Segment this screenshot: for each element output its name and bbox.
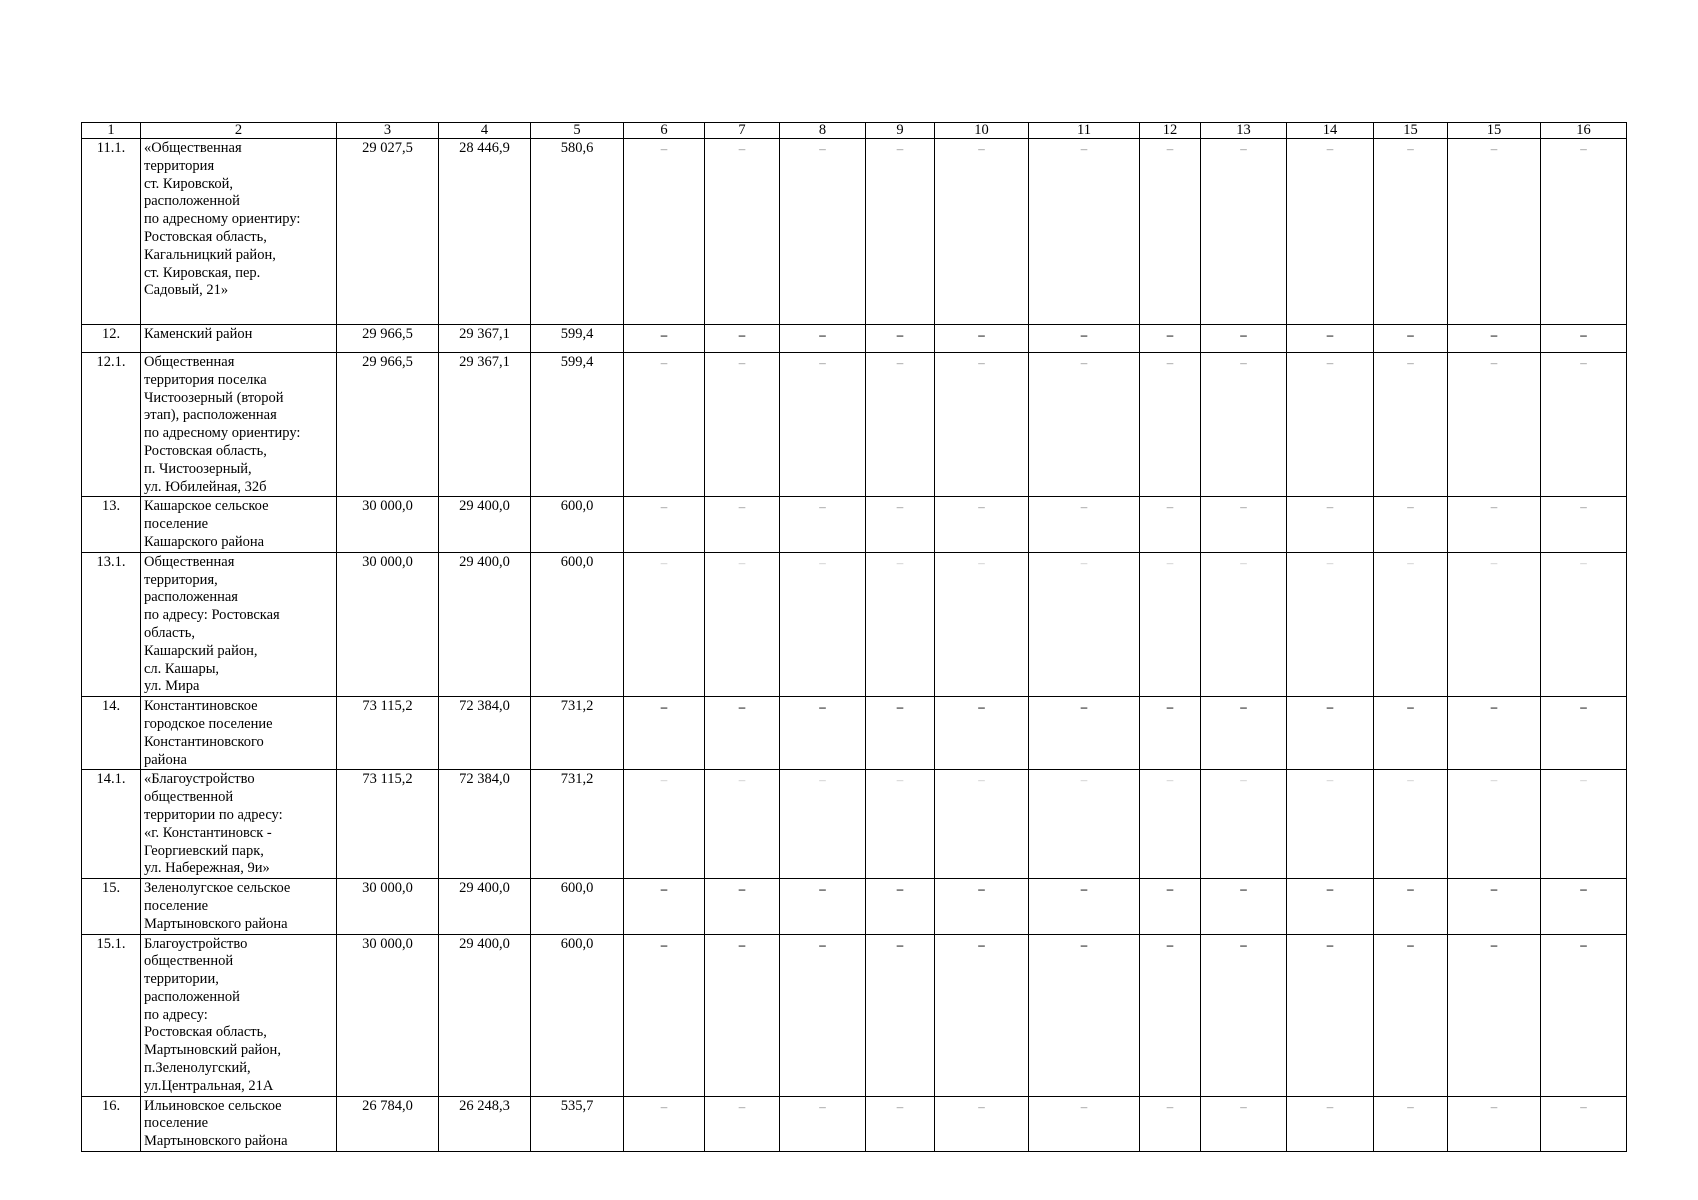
empty-dash-cell: – [780, 139, 866, 325]
table-row [82, 497, 1627, 552]
empty-dash-cell: – [935, 139, 1029, 325]
empty-dash-cell: – [866, 934, 935, 1096]
column-header: 8 [780, 123, 866, 139]
empty-dash-cell: – [624, 497, 705, 552]
empty-dash-cell: – [1448, 552, 1541, 696]
empty-dash-cell: – [1029, 139, 1140, 325]
empty-dash-cell: – [624, 353, 705, 497]
empty-dash-cell: – [1140, 879, 1201, 934]
empty-dash-cell: – [1374, 1096, 1448, 1151]
row-number-cell: 11.1. [82, 139, 141, 325]
empty-dash-cell: – [624, 1096, 705, 1151]
row-number-cell: 12. [82, 325, 141, 353]
column-header: 3 [337, 123, 439, 139]
empty-dash-cell: – [1287, 697, 1374, 770]
empty-dash-cell: – [624, 552, 705, 696]
empty-dash-cell: – [1448, 879, 1541, 934]
empty-dash-cell: – [1201, 934, 1287, 1096]
empty-dash-cell: – [866, 1096, 935, 1151]
empty-dash-cell: – [1374, 697, 1448, 770]
value-col3-cell: 29 966,5 [337, 353, 439, 497]
empty-dash-cell: – [1374, 934, 1448, 1096]
table-row [82, 552, 1627, 696]
empty-dash-cell: – [1140, 770, 1201, 879]
table-row [82, 770, 1627, 879]
row-name-cell: Общественная территория, расположенная по адресу: Ростовская область, Кашарский район, сл. Кашары, ул. Мира [141, 552, 337, 696]
empty-dash-cell: – [1201, 1096, 1287, 1151]
empty-dash-cell: – [1140, 497, 1201, 552]
empty-dash-cell: – [1374, 879, 1448, 934]
empty-dash-cell: – [780, 770, 866, 879]
value-col4-cell: 29 367,1 [439, 325, 531, 353]
empty-dash-cell: – [935, 770, 1029, 879]
empty-dash-cell: – [935, 934, 1029, 1096]
empty-dash-cell: – [705, 353, 780, 497]
value-col5-cell: 580,6 [531, 139, 624, 325]
empty-dash-cell: – [1541, 934, 1627, 1096]
empty-dash-cell: – [1374, 139, 1448, 325]
table-row [82, 139, 1627, 325]
column-header: 13 [1201, 123, 1287, 139]
value-col4-cell: 29 400,0 [439, 879, 531, 934]
empty-dash-cell: – [1029, 1096, 1140, 1151]
empty-dash-cell: – [1448, 697, 1541, 770]
value-col3-cell: 29 027,5 [337, 139, 439, 325]
value-col5-cell: 731,2 [531, 770, 624, 879]
empty-dash-cell: – [1201, 353, 1287, 497]
empty-dash-cell: – [1541, 1096, 1627, 1151]
empty-dash-cell: – [1029, 552, 1140, 696]
empty-dash-cell: – [1541, 552, 1627, 696]
empty-dash-cell: – [1140, 934, 1201, 1096]
empty-dash-cell: – [1201, 879, 1287, 934]
empty-dash-cell: – [866, 879, 935, 934]
empty-dash-cell: – [935, 325, 1029, 353]
empty-dash-cell: – [935, 697, 1029, 770]
empty-dash-cell: – [780, 325, 866, 353]
value-col4-cell: 26 248,3 [439, 1096, 531, 1151]
empty-dash-cell: – [780, 697, 866, 770]
empty-dash-cell: – [780, 934, 866, 1096]
empty-dash-cell: – [1029, 325, 1140, 353]
column-header: 11 [1029, 123, 1140, 139]
empty-dash-cell: – [780, 1096, 866, 1151]
empty-dash-cell: – [1374, 497, 1448, 552]
empty-dash-cell: – [1029, 697, 1140, 770]
empty-dash-cell: – [1541, 139, 1627, 325]
empty-dash-cell: – [1287, 552, 1374, 696]
empty-dash-cell: – [1201, 697, 1287, 770]
empty-dash-cell: – [705, 934, 780, 1096]
empty-dash-cell: – [705, 697, 780, 770]
empty-dash-cell: – [1448, 497, 1541, 552]
empty-dash-cell: – [1140, 139, 1201, 325]
value-col4-cell: 29 400,0 [439, 934, 531, 1096]
value-col5-cell: 600,0 [531, 497, 624, 552]
empty-dash-cell: – [780, 497, 866, 552]
empty-dash-cell: – [705, 497, 780, 552]
table-row [82, 353, 1627, 497]
column-number-row [82, 123, 1627, 139]
value-col4-cell: 28 446,9 [439, 139, 531, 325]
empty-dash-cell: – [1374, 325, 1448, 353]
value-col3-cell: 30 000,0 [337, 497, 439, 552]
empty-dash-cell: – [780, 879, 866, 934]
empty-dash-cell: – [1448, 1096, 1541, 1151]
value-col3-cell: 30 000,0 [337, 552, 439, 696]
column-header: 6 [624, 123, 705, 139]
empty-dash-cell: – [1140, 1096, 1201, 1151]
empty-dash-cell: – [1140, 353, 1201, 497]
empty-dash-cell: – [1448, 139, 1541, 325]
empty-dash-cell: – [1287, 1096, 1374, 1151]
empty-dash-cell: – [935, 879, 1029, 934]
empty-dash-cell: – [866, 325, 935, 353]
value-col5-cell: 600,0 [531, 552, 624, 696]
value-col3-cell: 30 000,0 [337, 879, 439, 934]
empty-dash-cell: – [935, 1096, 1029, 1151]
value-col5-cell: 731,2 [531, 697, 624, 770]
table-row [82, 934, 1627, 1096]
row-name-cell: Константиновское городское поселение Константиновского района [141, 697, 337, 770]
column-header: 7 [705, 123, 780, 139]
value-col5-cell: 600,0 [531, 879, 624, 934]
row-name-cell: «Общественная территория ст. Кировской, расположенной по адресному ориентиру: Ростовская область, Кагальницкий район, ст. Кировская, пер. Садовый, 21» [141, 139, 337, 325]
row-name-cell: Кашарское сельское поселение Кашарского района [141, 497, 337, 552]
row-number-cell: 14.1. [82, 770, 141, 879]
empty-dash-cell: – [1140, 697, 1201, 770]
empty-dash-cell: – [1541, 697, 1627, 770]
value-col5-cell: 599,4 [531, 353, 624, 497]
empty-dash-cell: – [866, 697, 935, 770]
empty-dash-cell: – [624, 934, 705, 1096]
value-col5-cell: 535,7 [531, 1096, 624, 1151]
empty-dash-cell: – [866, 497, 935, 552]
empty-dash-cell: – [1201, 770, 1287, 879]
table-row [82, 325, 1627, 353]
empty-dash-cell: – [1287, 353, 1374, 497]
empty-dash-cell: – [624, 325, 705, 353]
empty-dash-cell: – [1374, 552, 1448, 696]
row-number-cell: 13.1. [82, 552, 141, 696]
empty-dash-cell: – [705, 879, 780, 934]
empty-dash-cell: – [866, 770, 935, 879]
empty-dash-cell: – [1029, 353, 1140, 497]
empty-dash-cell: – [1140, 552, 1201, 696]
empty-dash-cell: – [1448, 325, 1541, 353]
value-col3-cell: 29 966,5 [337, 325, 439, 353]
empty-dash-cell: – [1374, 770, 1448, 879]
row-number-cell: 14. [82, 697, 141, 770]
column-header: 14 [1287, 123, 1374, 139]
empty-dash-cell: – [1029, 934, 1140, 1096]
value-col3-cell: 73 115,2 [337, 770, 439, 879]
value-col4-cell: 29 367,1 [439, 353, 531, 497]
empty-dash-cell: – [866, 552, 935, 696]
empty-dash-cell: – [1029, 497, 1140, 552]
empty-dash-cell: – [1448, 353, 1541, 497]
row-number-cell: 15. [82, 879, 141, 934]
row-number-cell: 16. [82, 1096, 141, 1151]
empty-dash-cell: – [1287, 934, 1374, 1096]
row-name-cell: Ильиновское сельское поселение Мартыновского района [141, 1096, 337, 1151]
column-header: 4 [439, 123, 531, 139]
empty-dash-cell: – [1541, 325, 1627, 353]
empty-dash-cell: – [1029, 770, 1140, 879]
value-col4-cell: 29 400,0 [439, 497, 531, 552]
empty-dash-cell: – [1374, 353, 1448, 497]
value-col3-cell: 73 115,2 [337, 697, 439, 770]
empty-dash-cell: – [624, 697, 705, 770]
row-number-cell: 13. [82, 497, 141, 552]
row-name-cell: Общественная территория поселка Чистоозерный (второй этап), расположенная по адресному ориентиру: Ростовская область, п. Чистоозерный, ул. Юбилейная, 32б [141, 353, 337, 497]
empty-dash-cell: – [935, 497, 1029, 552]
empty-dash-cell: – [1201, 497, 1287, 552]
empty-dash-cell: – [1287, 497, 1374, 552]
empty-dash-cell: – [1201, 325, 1287, 353]
value-col5-cell: 600,0 [531, 934, 624, 1096]
column-header: 2 [141, 123, 337, 139]
empty-dash-cell: – [866, 139, 935, 325]
row-name-cell: Каменский район [141, 325, 337, 353]
value-col3-cell: 26 784,0 [337, 1096, 439, 1151]
column-header: 9 [866, 123, 935, 139]
empty-dash-cell: – [1140, 325, 1201, 353]
column-header: 16 [1541, 123, 1627, 139]
empty-dash-cell: – [1287, 139, 1374, 325]
column-header: 15 [1448, 123, 1541, 139]
empty-dash-cell: – [935, 353, 1029, 497]
empty-dash-cell: – [1287, 325, 1374, 353]
column-header: 5 [531, 123, 624, 139]
empty-dash-cell: – [1201, 139, 1287, 325]
empty-dash-cell: – [1541, 879, 1627, 934]
empty-dash-cell: – [935, 552, 1029, 696]
empty-dash-cell: – [1201, 552, 1287, 696]
empty-dash-cell: – [705, 552, 780, 696]
value-col4-cell: 72 384,0 [439, 697, 531, 770]
column-header: 15 [1374, 123, 1448, 139]
empty-dash-cell: – [705, 770, 780, 879]
row-name-cell: Благоустройство общественной территории, расположенной по адресу: Ростовская область, Мартыновский район, п.Зеленолугский, ул.Центральная, 21А [141, 934, 337, 1096]
table-row [82, 697, 1627, 770]
empty-dash-cell: – [705, 139, 780, 325]
empty-dash-cell: – [705, 325, 780, 353]
row-number-cell: 12.1. [82, 353, 141, 497]
empty-dash-cell: – [1448, 934, 1541, 1096]
empty-dash-cell: – [624, 770, 705, 879]
value-col4-cell: 29 400,0 [439, 552, 531, 696]
column-header: 12 [1140, 123, 1201, 139]
empty-dash-cell: – [1029, 879, 1140, 934]
budget-table [81, 122, 1627, 1152]
empty-dash-cell: – [866, 353, 935, 497]
column-header: 1 [82, 123, 141, 139]
empty-dash-cell: – [780, 552, 866, 696]
empty-dash-cell: – [624, 139, 705, 325]
empty-dash-cell: – [1541, 497, 1627, 552]
value-col5-cell: 599,4 [531, 325, 624, 353]
table-row [82, 1096, 1627, 1151]
table-row [82, 879, 1627, 934]
empty-dash-cell: – [1287, 879, 1374, 934]
empty-dash-cell: – [780, 353, 866, 497]
row-number-cell: 15.1. [82, 934, 141, 1096]
value-col4-cell: 72 384,0 [439, 770, 531, 879]
empty-dash-cell: – [1448, 770, 1541, 879]
row-name-cell: «Благоустройство общественной территории по адресу: «г. Константиновск - Георгиевский парк, ул. Набережная, 9и» [141, 770, 337, 879]
empty-dash-cell: – [1541, 770, 1627, 879]
empty-dash-cell: – [1287, 770, 1374, 879]
empty-dash-cell: – [1541, 353, 1627, 497]
empty-dash-cell: – [705, 1096, 780, 1151]
row-name-cell: Зеленолугское сельское поселение Мартыновского района [141, 879, 337, 934]
value-col3-cell: 30 000,0 [337, 934, 439, 1096]
empty-dash-cell: – [624, 879, 705, 934]
column-header: 10 [935, 123, 1029, 139]
